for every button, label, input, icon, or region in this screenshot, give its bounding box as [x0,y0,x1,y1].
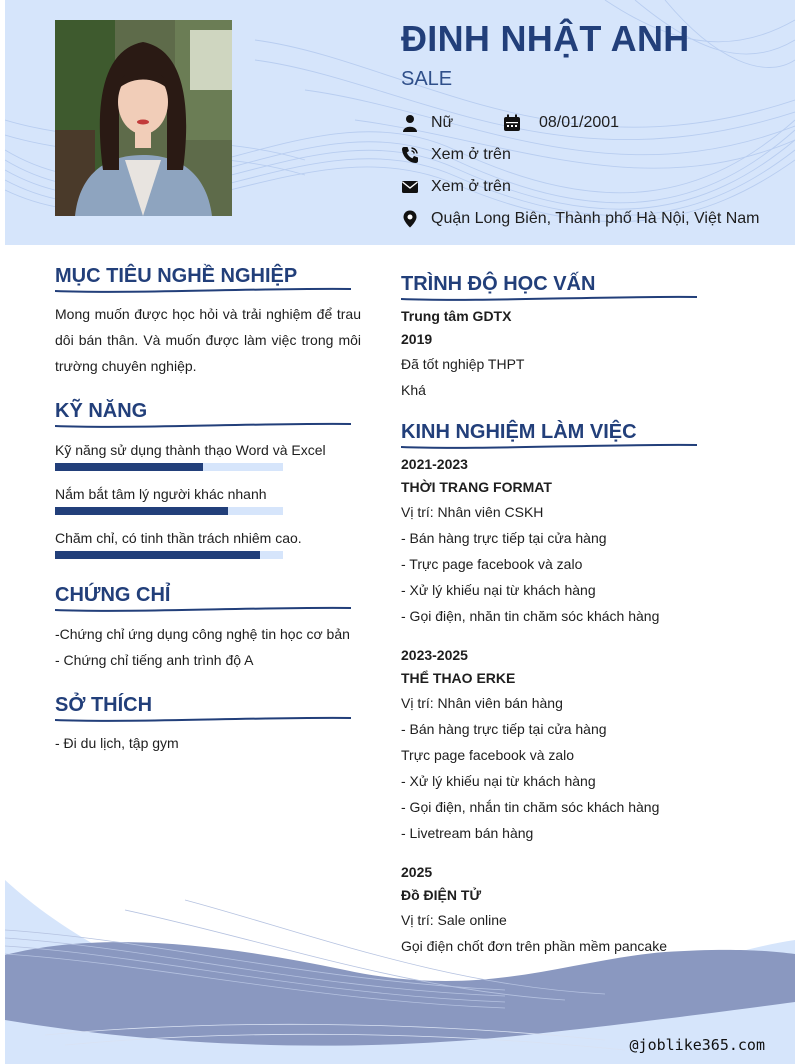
skill-label: Nắm bắt tâm lý người khác nhanh [55,486,267,502]
skill-bar-fill [55,551,260,559]
job-company: THỂ THAO ERKE [401,670,516,686]
phone-icon [401,146,419,164]
education-school: Trung tâm GDTX [401,308,512,324]
address-value: Quận Long Biên, Thành phố Hà Nội, Việt Nam [431,210,760,227]
phone-value: Xem ở trên [431,146,511,163]
job-detail: - Bán hàng trực tiếp tại cửa hàng [401,721,607,737]
objective-title: MỤC TIÊU NGHỀ NGHIỆP [55,265,298,287]
education-year: 2019 [401,331,433,347]
gender-value: Nữ [431,114,454,131]
skill-bar [55,551,283,559]
job-detail: Vị trí: Sale online [401,912,507,928]
hobbies-underline [55,715,351,723]
location-pin-icon [401,210,419,228]
job-detail: - Gọi điện, nhắn tin chăm sóc khách hàng [401,799,660,815]
experience-title: KINH NGHIỆM LÀM VIỆC [401,421,637,443]
footer-wave-decoration [5,870,795,1064]
education-underline [401,294,697,302]
job-position: SALE [401,68,453,90]
job-company: Đồ ĐIỆN TỬ [401,887,482,903]
job-detail: - Livetream bán hàng [401,825,534,841]
certificates-underline [55,605,351,613]
certificate-item: -Chứng chỉ ứng dụng công nghệ tin học cơ bản [55,626,350,642]
job-company: THỜI TRANG FORMAT [401,479,552,495]
candidate-name: ĐINH NHẬT ANH [401,18,690,59]
skill-label: Kỹ năng sử dụng thành thạo Word và Excel [55,442,326,458]
profile-photo [55,20,232,216]
job-detail: - Gọi điện, nhăn tin chăm sóc khách hàng [401,608,660,624]
skill-bar-fill [55,463,203,471]
mail-icon [401,178,419,196]
education-degree: Đã tốt nghiệp THPT [401,356,525,372]
job-period: 2021-2023 [401,456,468,472]
job-detail: - Trực page facebook và zalo [401,556,583,572]
certificate-item: - Chứng chỉ tiếng anh trình độ A [55,652,254,668]
email-value: Xem ở trên [431,178,511,195]
job-detail: Gọi điện chốt đơn trên phần mềm pancake [401,938,668,954]
skill-bar-fill [55,507,228,515]
job-period: 2025 [401,864,433,880]
skills-underline [55,421,351,429]
calendar-icon [503,114,521,132]
skill-bar [55,463,283,471]
job-detail: - Xử lý khiếu nại từ khách hàng [401,582,596,598]
job-detail: Vị trí: Nhân viên CSKH [401,504,544,520]
job-detail: - Bán hàng trực tiếp tại cửa hàng [401,530,607,546]
job-detail: Trực page facebook và zalo [401,747,575,763]
site-watermark: @joblike365.com [629,1036,765,1054]
education-grade: Khá [401,382,426,398]
hobbies-title: SỞ THÍCH [55,694,153,716]
experience-underline [401,442,697,450]
skill-bar [55,507,283,515]
objective-underline [55,286,351,294]
resume-page [5,0,795,1064]
job-detail: Vị trí: Nhân viên bán hàng [401,695,563,711]
hobbies-text: - Đi du lịch, tập gym [55,735,179,751]
job-period: 2023-2025 [401,647,468,663]
user-icon [401,114,419,132]
birthday-value: 08/01/2001 [539,114,620,131]
education-title: TRÌNH ĐỘ HỌC VẤN [401,273,596,295]
certificates-title: CHỨNG CHỈ [55,584,171,606]
skills-title: KỸ NĂNG [55,400,148,422]
avatar-illustration [55,20,232,216]
job-detail: - Xử lý khiếu nại từ khách hàng [401,773,596,789]
skill-label: Chăm chỉ, có tinh thần trách nhiêm cao. [55,530,302,546]
objective-text: Mong muốn được học hỏi và trải nghiệm để trau dôi bán thân. Và muốn được làm việc trong môi trường chuyên nghiệp. [55,306,361,374]
